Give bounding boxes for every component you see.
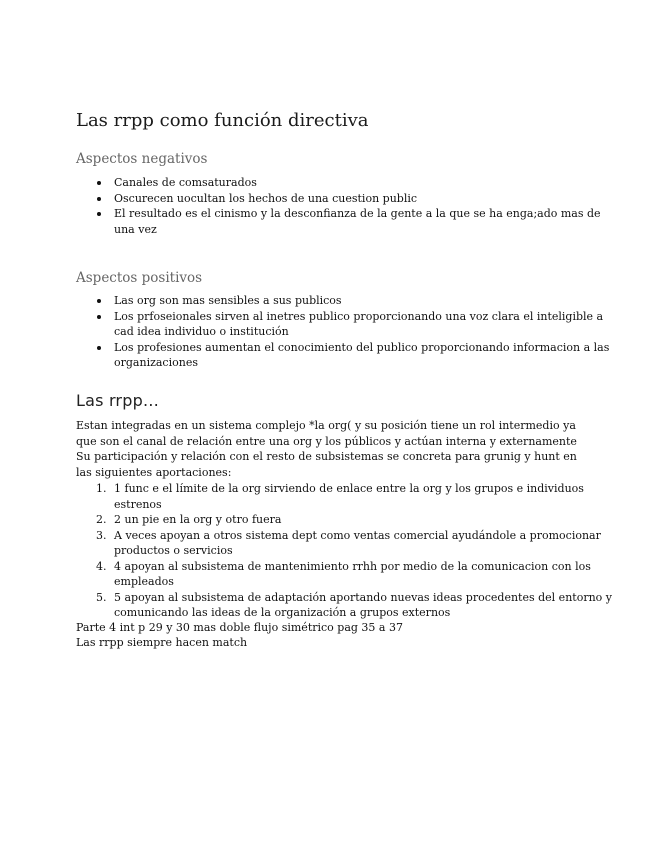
list-number: 3. xyxy=(96,528,107,542)
positives-list xyxy=(76,293,624,371)
list-number: 5. xyxy=(96,590,107,604)
list-item-text: A veces apoyan a otros sistema dept como ventas comercial ayudándole a promocionar productos o servicios xyxy=(114,528,601,557)
list-item xyxy=(96,590,619,621)
list-number: 1. xyxy=(96,482,107,495)
negatives-list xyxy=(76,175,624,237)
list-item: Oscurecen uocultan los hechos de una cuestion public xyxy=(114,191,624,207)
list-item-text: 5 apoyan al subsistema de adaptación aportando nuevas ideas procedentes del entorno y comunicando las ideas de la organización a grupos externos xyxy=(114,590,612,619)
list-item xyxy=(96,481,619,512)
list-item-text: 1 func e el límite de la org sirviendo de enlace entre la org y los grupos e individuos estrenos xyxy=(114,482,584,511)
note-line: Las rrpp siempre hacen match xyxy=(76,636,248,649)
list-item xyxy=(96,512,619,528)
list-item: El resultado es el cinismo y la desconfianza de la gente a la que se ha enga;ado mas de una vez xyxy=(114,206,624,237)
note-line: Parte 4 int p 29 y 30 mas doble flujo simétrico pag 35 a 37 xyxy=(76,621,403,634)
page-title: Las rrpp como función directiva xyxy=(76,110,369,131)
list-item xyxy=(96,559,619,590)
list-number: 2. xyxy=(96,513,107,526)
list-item-text: 2 un pie en la org y otro fuera xyxy=(114,513,282,526)
contributions-list xyxy=(76,481,619,621)
section-heading: Las rrpp… xyxy=(76,391,160,410)
list-item-text: 4 apoyan al subsistema de mantenimiento rrhh por medio de la comunicacion con los empleados xyxy=(114,559,591,588)
list-item: Los profesiones aumentan el conocimiento del publico proporcionando informacion a las organizaciones xyxy=(114,340,624,371)
positives-heading: Aspectos positivos xyxy=(76,270,203,286)
list-item: Los prfoseionales sirven al inetres publico proporcionando una voz clara el inteligible a cad idea individuo o institución xyxy=(114,309,624,340)
list-item xyxy=(96,528,619,559)
list-item: Las org son mas sensibles a sus publicos xyxy=(114,293,624,309)
list-number: 4. xyxy=(96,559,107,573)
paragraph: Estan integradas en un sistema complejo *la org( y su posición tiene un rol intermedio ya que son el canal de relación entre una org y los públicos y actúan interna y externamente xyxy=(76,419,577,448)
list-item: Canales de comsaturados xyxy=(114,175,624,191)
paragraph: Su participación y relación con el resto de subsistemas se concreta para grunig y hunt en las siguientes aportaciones: xyxy=(76,450,577,479)
negatives-heading: Aspectos negativos xyxy=(76,151,208,167)
